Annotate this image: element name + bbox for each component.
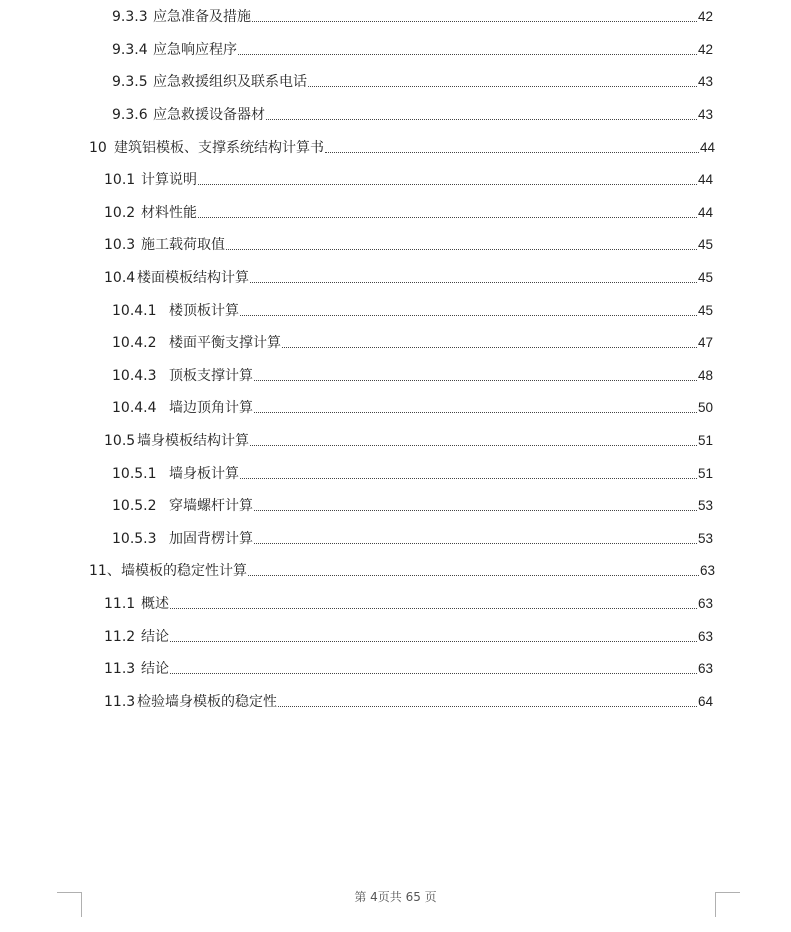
toc-title: 墙身板计算 xyxy=(169,466,239,482)
page-number-label: 第 4页共 65 页 xyxy=(354,890,437,904)
toc-leader xyxy=(254,542,697,544)
toc-number: 10.4.1 xyxy=(112,303,157,319)
toc-number: 10.5.1 xyxy=(112,466,157,482)
toc-entry[interactable] xyxy=(112,493,713,515)
toc-page-number: 45 xyxy=(697,303,713,318)
toc-title: 穿墙螺杆计算 xyxy=(169,498,253,514)
toc-number: 10.5.2 xyxy=(112,498,157,514)
toc-title: 应急救援设备器材 xyxy=(153,107,265,123)
toc-entry[interactable] xyxy=(104,167,713,189)
toc-entry[interactable] xyxy=(112,395,713,417)
toc-number: 10.4.3 xyxy=(112,368,157,384)
toc-entry[interactable] xyxy=(89,558,715,580)
toc-title: 墙身模板结构计算 xyxy=(137,433,249,449)
toc-number: 10.3 xyxy=(104,237,136,253)
toc-number: 10.4.2 xyxy=(112,335,157,351)
toc-page-number: 42 xyxy=(697,9,713,24)
toc-leader xyxy=(254,509,697,511)
toc-page-number: 43 xyxy=(697,107,713,122)
toc-leader xyxy=(238,53,697,55)
toc-page-number: 45 xyxy=(697,270,713,285)
toc-leader xyxy=(250,444,697,446)
toc-number: 10.2 xyxy=(104,205,136,221)
toc-page-number: 44 xyxy=(697,172,713,187)
toc-leader xyxy=(254,411,697,413)
toc-title: 材料性能 xyxy=(141,205,197,221)
toc-title: 加固背楞计算 xyxy=(169,531,253,547)
toc-entry[interactable] xyxy=(112,363,713,385)
toc-entry[interactable] xyxy=(104,624,713,646)
toc-leader xyxy=(170,672,697,674)
toc-number: 10.1 xyxy=(104,172,136,188)
toc-title: 楼顶板计算 xyxy=(169,303,239,319)
toc-entry[interactable] xyxy=(104,232,713,254)
toc-leader xyxy=(282,346,697,348)
toc-entry[interactable] xyxy=(112,37,713,59)
toc-leader xyxy=(254,379,697,381)
toc-number: 11.2 xyxy=(104,629,136,645)
toc-title: 施工载荷取值 xyxy=(141,237,225,253)
toc-leader xyxy=(240,314,697,316)
toc-entry[interactable] xyxy=(104,689,713,711)
toc-leader xyxy=(240,477,697,479)
toc-title: 计算说明 xyxy=(141,172,197,188)
toc-title: 检验墙身模板的稳定性 xyxy=(137,694,277,710)
toc-title: 建筑铝模板、支撑系统结构计算书 xyxy=(114,140,324,156)
toc-leader xyxy=(278,705,697,707)
toc-title: 楼面模板结构计算 xyxy=(137,270,249,286)
toc-page-number: 44 xyxy=(699,140,715,155)
toc-title: 墙边顶角计算 xyxy=(169,400,253,416)
toc-entry[interactable] xyxy=(104,200,713,222)
toc-leader xyxy=(198,183,697,185)
toc-leader xyxy=(266,118,697,120)
toc-page-number: 63 xyxy=(697,661,713,676)
toc-leader xyxy=(170,640,697,642)
toc-entry[interactable] xyxy=(112,69,713,91)
toc-number: 9.3.3 xyxy=(112,9,148,25)
toc-page-number: 64 xyxy=(697,694,713,709)
toc-number: 11.1 xyxy=(104,596,136,612)
toc-title: 应急准备及措施 xyxy=(153,9,251,25)
toc-number: 10.4 xyxy=(104,270,136,286)
toc-entry[interactable] xyxy=(104,428,713,450)
toc-page-number: 63 xyxy=(697,629,713,644)
toc-number: 9.3.6 xyxy=(112,107,148,123)
toc-leader xyxy=(170,607,697,609)
toc-page-number: 53 xyxy=(697,498,713,513)
toc-entry[interactable] xyxy=(89,135,715,157)
toc-number: 10.5.3 xyxy=(112,531,157,547)
toc-title: 概述 xyxy=(141,596,169,612)
toc-number: 10.5 xyxy=(104,433,136,449)
toc-entry[interactable] xyxy=(112,298,713,320)
toc-entry[interactable] xyxy=(104,591,713,613)
toc-page-number: 63 xyxy=(697,596,713,611)
toc-page-number: 51 xyxy=(697,466,713,481)
toc-leader xyxy=(250,281,697,283)
toc-number: 10 xyxy=(89,140,107,156)
toc-number: 9.3.4 xyxy=(112,42,148,58)
toc-entry[interactable] xyxy=(104,265,713,287)
toc-entry[interactable] xyxy=(104,656,713,678)
toc-page-number: 44 xyxy=(697,205,713,220)
toc-number: 9.3.5 xyxy=(112,74,148,90)
toc-leader xyxy=(252,20,697,22)
toc-title: 结论 xyxy=(141,629,169,645)
toc-leader xyxy=(198,216,697,218)
toc-leader xyxy=(308,85,697,87)
toc-leader xyxy=(325,151,699,153)
toc-leader xyxy=(226,248,697,250)
toc-page-number: 45 xyxy=(697,237,713,252)
toc-title: 墙模板的稳定性计算 xyxy=(121,563,247,579)
toc-number: 11.3 xyxy=(104,661,136,677)
toc-entry[interactable] xyxy=(112,526,713,548)
toc-number: 10.4.4 xyxy=(112,400,157,416)
toc-title: 楼面平衡支撑计算 xyxy=(169,335,281,351)
toc-number: 11、 xyxy=(89,563,121,579)
toc-page-number: 53 xyxy=(697,531,713,546)
toc-entry[interactable] xyxy=(112,330,713,352)
toc-entry[interactable] xyxy=(112,4,713,26)
toc-title: 应急救援组织及联系电话 xyxy=(153,74,307,90)
toc-leader xyxy=(248,574,699,576)
page-footer xyxy=(0,888,791,905)
toc-page-number: 42 xyxy=(697,42,713,57)
toc-title: 顶板支撑计算 xyxy=(169,368,253,384)
toc-page-number: 50 xyxy=(697,400,713,415)
toc-number: 11.3 xyxy=(104,694,136,710)
toc-entry[interactable] xyxy=(112,461,713,483)
toc-title: 应急响应程序 xyxy=(153,42,237,58)
toc-page-number: 63 xyxy=(699,563,715,578)
toc-title: 结论 xyxy=(141,661,169,677)
toc-page-number: 51 xyxy=(697,433,713,448)
toc-entry[interactable] xyxy=(112,102,713,124)
toc-page-number: 48 xyxy=(697,368,713,383)
toc-page-number: 47 xyxy=(697,335,713,350)
toc-page-number: 43 xyxy=(697,74,713,89)
